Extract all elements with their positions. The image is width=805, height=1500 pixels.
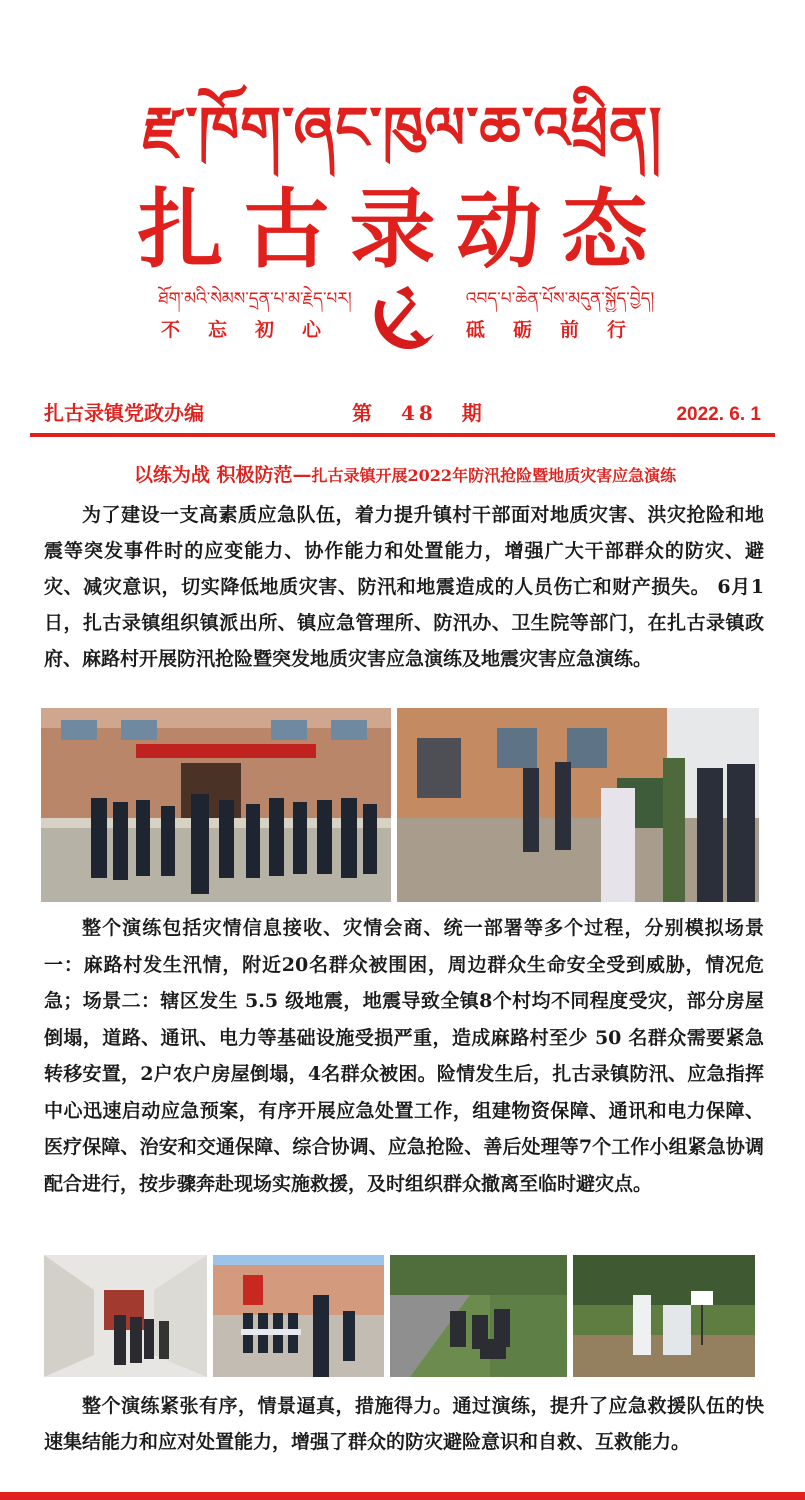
motto-right-tibetan: འབད་པ་ཆེན་པོས་མདུན་སྐྱོད་བྱེད། [465, 289, 655, 309]
editor-label: 扎古录镇党政办编 [44, 401, 204, 425]
footer-bar [0, 1492, 805, 1500]
motto-right-chinese: 砥砺前行 [465, 319, 654, 341]
masthead-title: 扎古录动态 [137, 179, 668, 280]
article-title-main: 以练为战 积极防范— [133, 464, 312, 486]
tibetan-masthead-title: རྫ་ཁོག་ཞང་ཁུལ་ཆ་འཕྲིན། [142, 94, 663, 162]
drill-briefing-photo [397, 708, 759, 902]
issue-info-row [30, 396, 775, 430]
medical-aid-photo [573, 1255, 755, 1377]
article-title-sub: 扎古录镇开展2022年防汛抢险暨地质灾害应急演练 [311, 466, 677, 485]
motto-left-chinese: 不忘初心 [160, 319, 349, 341]
corridor-evacuation-photo [44, 1255, 207, 1377]
masthead-divider [30, 433, 775, 437]
issue-number: 第 48 期 [352, 401, 486, 425]
drill-assembly-photo [41, 708, 391, 902]
issue-date: 2022. 6. 1 [676, 404, 761, 425]
article-paragraph-1: 为了建设一支高素质应急队伍，着力提升镇村干部面对地质灾害、洪灾抢险和地震等突发事件时的应变能力、协作能力和处置能力，增强广大干部群众的防灾、避灾、减灾意识，切实降低地质灾害、防汛和地震造成的人员伤亡和财产损失。 6月1日，扎古录镇组织镇派出所、镇应急管理所、防汛办、卫生院等部门，在扎古录镇政府、麻路村开展防汛抢险暨突发地质灾害应急演练及地震灾害应急演练。 [44, 504, 764, 670]
roadside-rescue-photo [390, 1255, 567, 1377]
article-paragraph-2: 整个演练包括灾情信息接收、灾情会商、统一部署等多个过程，分别模拟场景一：麻路村发生汛情，附近20名群众被围困，周边群众生命安全受到威胁，情况危急；场景二：辖区发生 5.5 级地震，地震导致全镇8个村均不同程度受灾，部分房屋倒塌，道路、通讯、电力等基础设施受损严重，造成麻路村至少 50 名群众需要紧急转移安置，2户农户房屋倒塌，4名群众被困。险情发生后，扎古录镇防汛、应急指挥中心迅速启动应急预案，有序开展应急处置工作，组建物资保障、通讯和电力保障、医疗保障、治安和交通保障、综合协调、应急抢险、善后处理等7个工作小组紧急协调配合进行，按步骤奔赴现场实施救援，及时组织群众撤离至临时避灾点。 [44, 917, 764, 1195]
motto-left-tibetan: ཐོག་མའི་སེམས་དྲན་པ་མ་རྗེད་པར། [158, 289, 352, 309]
motto-right [395, 286, 725, 356]
article-paragraph-3: 整个演练紧张有序，情景逼真，措施得力。通过演练，提升了应急救援队伍的快速集结能力和应对处置能力，增强了群众的防灾避险意识和自救、互救能力。 [44, 1395, 764, 1453]
article-title [40, 460, 770, 494]
team-assembly-photo [213, 1255, 384, 1377]
